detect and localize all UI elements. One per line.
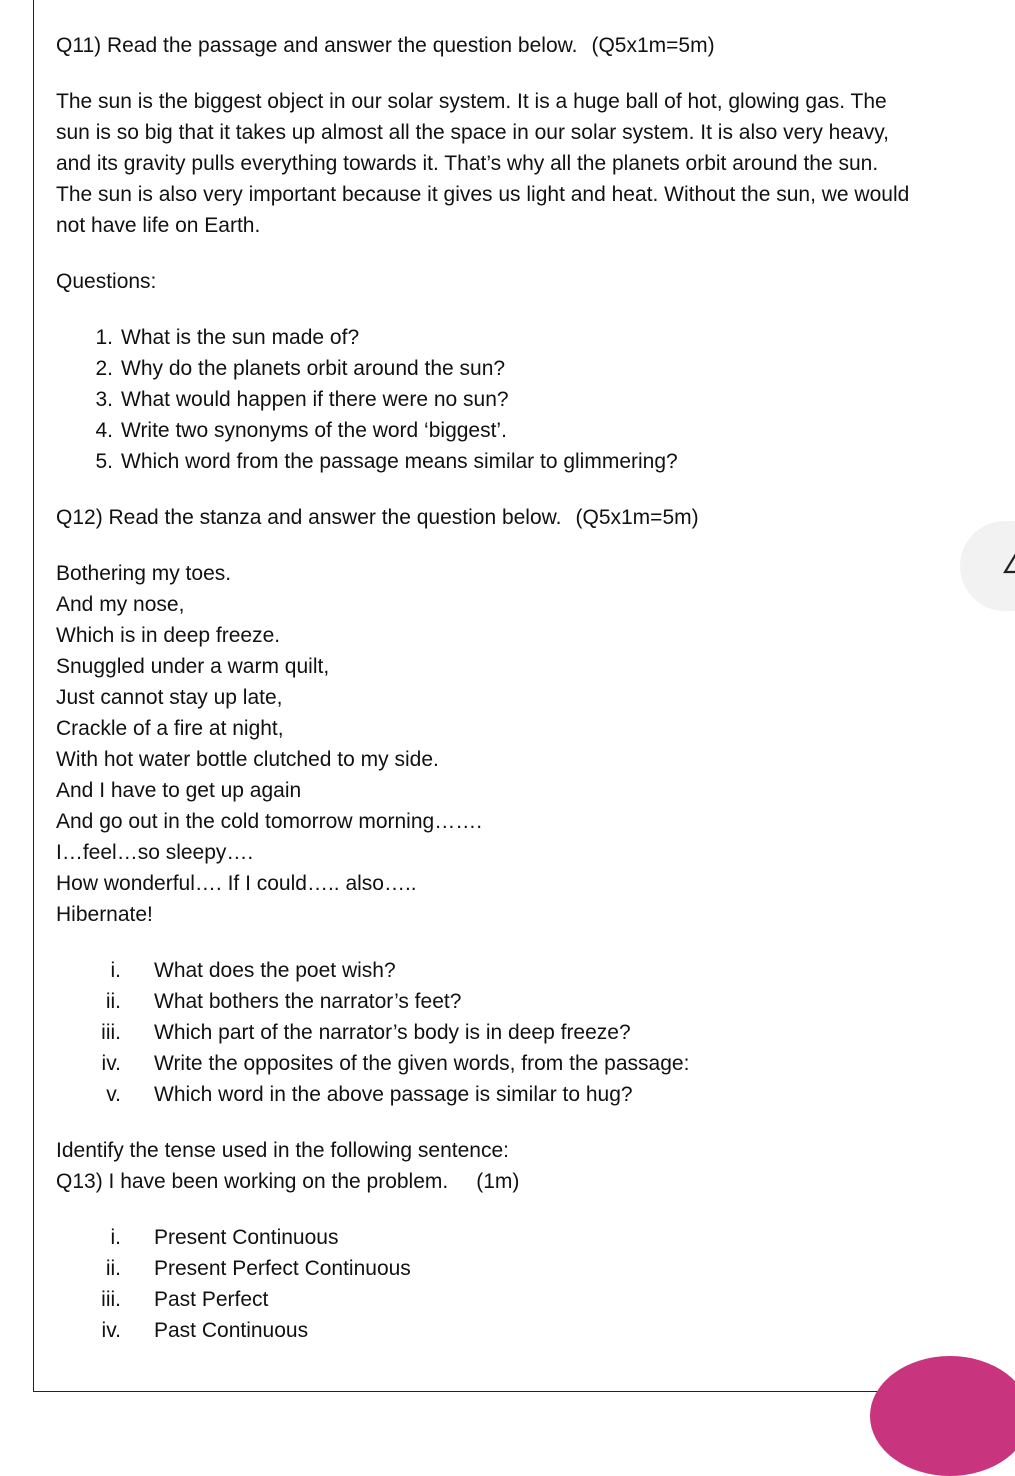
list-item-number: i. bbox=[110, 959, 121, 982]
q11-question-list bbox=[56, 322, 1006, 477]
q13-heading: Q13) I have been working on the problem. bbox=[56, 1170, 449, 1193]
list-item bbox=[56, 1048, 1006, 1079]
list-item-text: Write the opposites of the given words, from the passage: bbox=[154, 1052, 690, 1075]
list-item-number: iv. bbox=[101, 1052, 121, 1075]
list-item bbox=[56, 384, 1006, 415]
document-page bbox=[56, 30, 1006, 1346]
list-item-number: 4. bbox=[95, 419, 113, 442]
list-item-number: ii. bbox=[105, 990, 121, 1013]
list-item-number: 3. bbox=[95, 388, 113, 411]
list-item bbox=[56, 1315, 1006, 1346]
passage-line: and its gravity pulls everything towards it. That’s why all the planets orbit around the sun. bbox=[56, 152, 879, 175]
list-item-text: Why do the planets orbit around the sun? bbox=[121, 357, 506, 380]
list-item bbox=[56, 353, 1006, 384]
list-item-text: Present Perfect Continuous bbox=[154, 1257, 411, 1280]
q11-passage bbox=[56, 86, 1006, 241]
q12-heading-line bbox=[56, 502, 1006, 533]
stanza-line: Which is in deep freeze. bbox=[56, 624, 281, 647]
q13-heading-line bbox=[56, 1166, 1006, 1197]
chevron-icon bbox=[1002, 552, 1015, 578]
q12-question-list bbox=[56, 955, 1006, 1110]
q13-option-list bbox=[56, 1222, 1006, 1346]
passage-line: The sun is also very important because it gives us light and heat. Without the sun, we would bbox=[56, 183, 910, 206]
stanza-line: I…feel…so sleepy…. bbox=[56, 841, 254, 864]
list-item-text: Past Perfect bbox=[154, 1288, 269, 1311]
list-item-number: 2. bbox=[95, 357, 113, 380]
list-item-number: iii. bbox=[101, 1021, 121, 1044]
stanza-line: With hot water bottle clutched to my side. bbox=[56, 748, 439, 771]
list-item-text: What does the poet wish? bbox=[154, 959, 396, 982]
list-item bbox=[56, 986, 1006, 1017]
list-item bbox=[56, 415, 1006, 446]
list-item-number: iii. bbox=[101, 1288, 121, 1311]
list-item bbox=[56, 1284, 1006, 1315]
list-item-number: ii. bbox=[105, 1257, 121, 1280]
stanza-line: How wonderful…. If I could….. also….. bbox=[56, 872, 417, 895]
passage-line: sun is so big that it takes up almost all the space in our solar system. It is also very heavy, bbox=[56, 121, 889, 144]
stanza-line: And I have to get up again bbox=[56, 779, 302, 802]
list-item-text: Which word from the passage means similar to glimmering? bbox=[121, 450, 678, 473]
stanza-line: Crackle of a fire at night, bbox=[56, 717, 284, 740]
list-item-text: What is the sun made of? bbox=[121, 326, 360, 349]
list-item-number: v. bbox=[106, 1083, 121, 1106]
q12-marks: (Q5x1m=5m) bbox=[575, 506, 699, 529]
passage-line: not have life on Earth. bbox=[56, 214, 261, 237]
q11-marks: (Q5x1m=5m) bbox=[591, 34, 715, 57]
q11-heading: Q11) Read the passage and answer the question below. bbox=[56, 34, 578, 57]
list-item-text: What bothers the narrator’s feet? bbox=[154, 990, 462, 1013]
list-item-text: Which part of the narrator’s body is in deep freeze? bbox=[154, 1021, 631, 1044]
list-item bbox=[56, 955, 1006, 986]
list-item-text: Which word in the above passage is similar to hug? bbox=[154, 1083, 633, 1106]
list-item bbox=[56, 322, 1006, 353]
list-item-text: Past Continuous bbox=[154, 1319, 309, 1342]
list-item bbox=[56, 1253, 1006, 1284]
list-item-number: iv. bbox=[101, 1319, 121, 1342]
list-item-text: Write two synonyms of the word ‘biggest’. bbox=[121, 419, 507, 442]
stanza-line: Bothering my toes. bbox=[56, 562, 232, 585]
stanza-line: And my nose, bbox=[56, 593, 185, 616]
list-item-number: 5. bbox=[95, 450, 113, 473]
q12-stanza bbox=[56, 558, 1006, 930]
q11-questions-label: Questions: bbox=[56, 270, 157, 293]
q13-intro: Identify the tense used in the following sentence: bbox=[56, 1139, 509, 1162]
list-item-text: What would happen if there were no sun? bbox=[121, 388, 509, 411]
passage-line: The sun is the biggest object in our solar system. It is a huge ball of hot, glowing gas. The bbox=[56, 90, 887, 113]
stanza-line: Snuggled under a warm quilt, bbox=[56, 655, 330, 678]
page-border-left bbox=[33, 0, 34, 1392]
list-item bbox=[56, 1222, 1006, 1253]
list-item bbox=[56, 1017, 1006, 1048]
stanza-line: Hibernate! bbox=[56, 903, 153, 926]
stanza-line: Just cannot stay up late, bbox=[56, 686, 283, 709]
list-item-text: Present Continuous bbox=[154, 1226, 339, 1249]
list-item-number: i. bbox=[110, 1226, 121, 1249]
list-item bbox=[56, 1079, 1006, 1110]
q12-heading: Q12) Read the stanza and answer the question below. bbox=[56, 506, 562, 529]
list-item bbox=[56, 446, 1006, 477]
floating-action-button[interactable] bbox=[870, 1356, 1015, 1476]
q11-heading-line bbox=[56, 30, 1006, 61]
stanza-line: And go out in the cold tomorrow morning……. bbox=[56, 810, 483, 833]
page-border-bottom bbox=[33, 1391, 1015, 1392]
list-item-number: 1. bbox=[95, 326, 113, 349]
q13-marks: (1m) bbox=[476, 1170, 520, 1193]
